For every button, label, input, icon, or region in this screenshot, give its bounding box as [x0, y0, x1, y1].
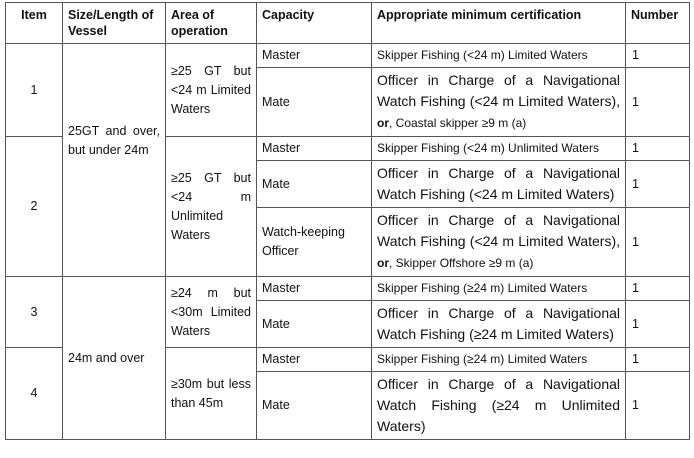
certification	[372, 208, 626, 277]
item-number: 4	[6, 348, 63, 440]
number: 1	[626, 277, 690, 301]
table-row	[6, 44, 690, 68]
certification: Skipper Fishing (≥24 m) Limited Waters	[372, 348, 626, 372]
number: 1	[626, 68, 690, 137]
header-size: Size/Length of Vessel	[63, 3, 166, 44]
number: 1	[626, 372, 690, 440]
item-number: 1	[6, 44, 63, 137]
capacity: Mate	[257, 161, 372, 208]
certification-main: Officer in Charge of a Navigational Watch Fishing (<24 m Limited Waters),	[377, 72, 620, 109]
certification-or: or	[377, 116, 389, 130]
vessel-size-cell	[63, 44, 166, 277]
capacity: Mate	[257, 301, 372, 348]
number: 1	[626, 161, 690, 208]
header-area: Area of operation	[166, 3, 257, 44]
certification-table	[5, 2, 690, 440]
header-item: Item	[6, 3, 63, 44]
capacity: Mate	[257, 372, 372, 440]
vessel-size: 25GT and over, but under 24m	[68, 124, 160, 157]
vessel-size: 24m and over	[63, 277, 166, 440]
item-number: 3	[6, 277, 63, 348]
certification: Skipper Fishing (<24 m) Unlimited Waters	[372, 137, 626, 161]
capacity: Master	[257, 137, 372, 161]
capacity: Master	[257, 44, 372, 68]
area-of-operation: ≥25 GT but <24 m Unlimited Waters	[166, 137, 257, 277]
certification-tail: , Skipper Offshore ≥9 m (a)	[389, 256, 534, 270]
certification-main: Officer in Charge of a Navigational Watch Fishing (<24 m Limited Waters),	[377, 212, 620, 249]
table-row	[6, 277, 690, 301]
area-of-operation: ≥30m but less than 45m	[166, 348, 257, 440]
certification: Skipper Fishing (≥24 m) Limited Waters	[372, 277, 626, 301]
capacity: Mate	[257, 68, 372, 137]
area-of-operation: ≥24 m but <30m Limited Waters	[166, 277, 257, 348]
header-row	[6, 3, 690, 44]
item-number: 2	[6, 137, 63, 277]
number: 1	[626, 44, 690, 68]
certification: Officer in Charge of a Navigational Watch Fishing (≥24 m Unlimited Waters)	[372, 372, 626, 440]
certification-tail: , Coastal skipper ≥9 m (a)	[389, 116, 527, 130]
capacity: Master	[257, 348, 372, 372]
certification: Skipper Fishing (<24 m) Limited Waters	[372, 44, 626, 68]
number: 1	[626, 208, 690, 277]
header-capacity: Capacity	[257, 3, 372, 44]
certification: Officer in Charge of a Navigational Watch Fishing (<24 m Limited Waters)	[372, 161, 626, 208]
number: 1	[626, 348, 690, 372]
certification: Officer in Charge of a Navigational Watch Fishing (≥24 m Limited Waters)	[372, 301, 626, 348]
certification	[372, 68, 626, 137]
header-number: Number	[626, 3, 690, 44]
capacity: Watch-keeping Officer	[257, 208, 372, 277]
certification-or: or	[377, 256, 389, 270]
header-certification: Appropriate minimum certification	[372, 3, 626, 44]
number: 1	[626, 137, 690, 161]
area-of-operation: ≥25 GT but <24 m Limited Waters	[166, 44, 257, 137]
number: 1	[626, 301, 690, 348]
capacity: Master	[257, 277, 372, 301]
